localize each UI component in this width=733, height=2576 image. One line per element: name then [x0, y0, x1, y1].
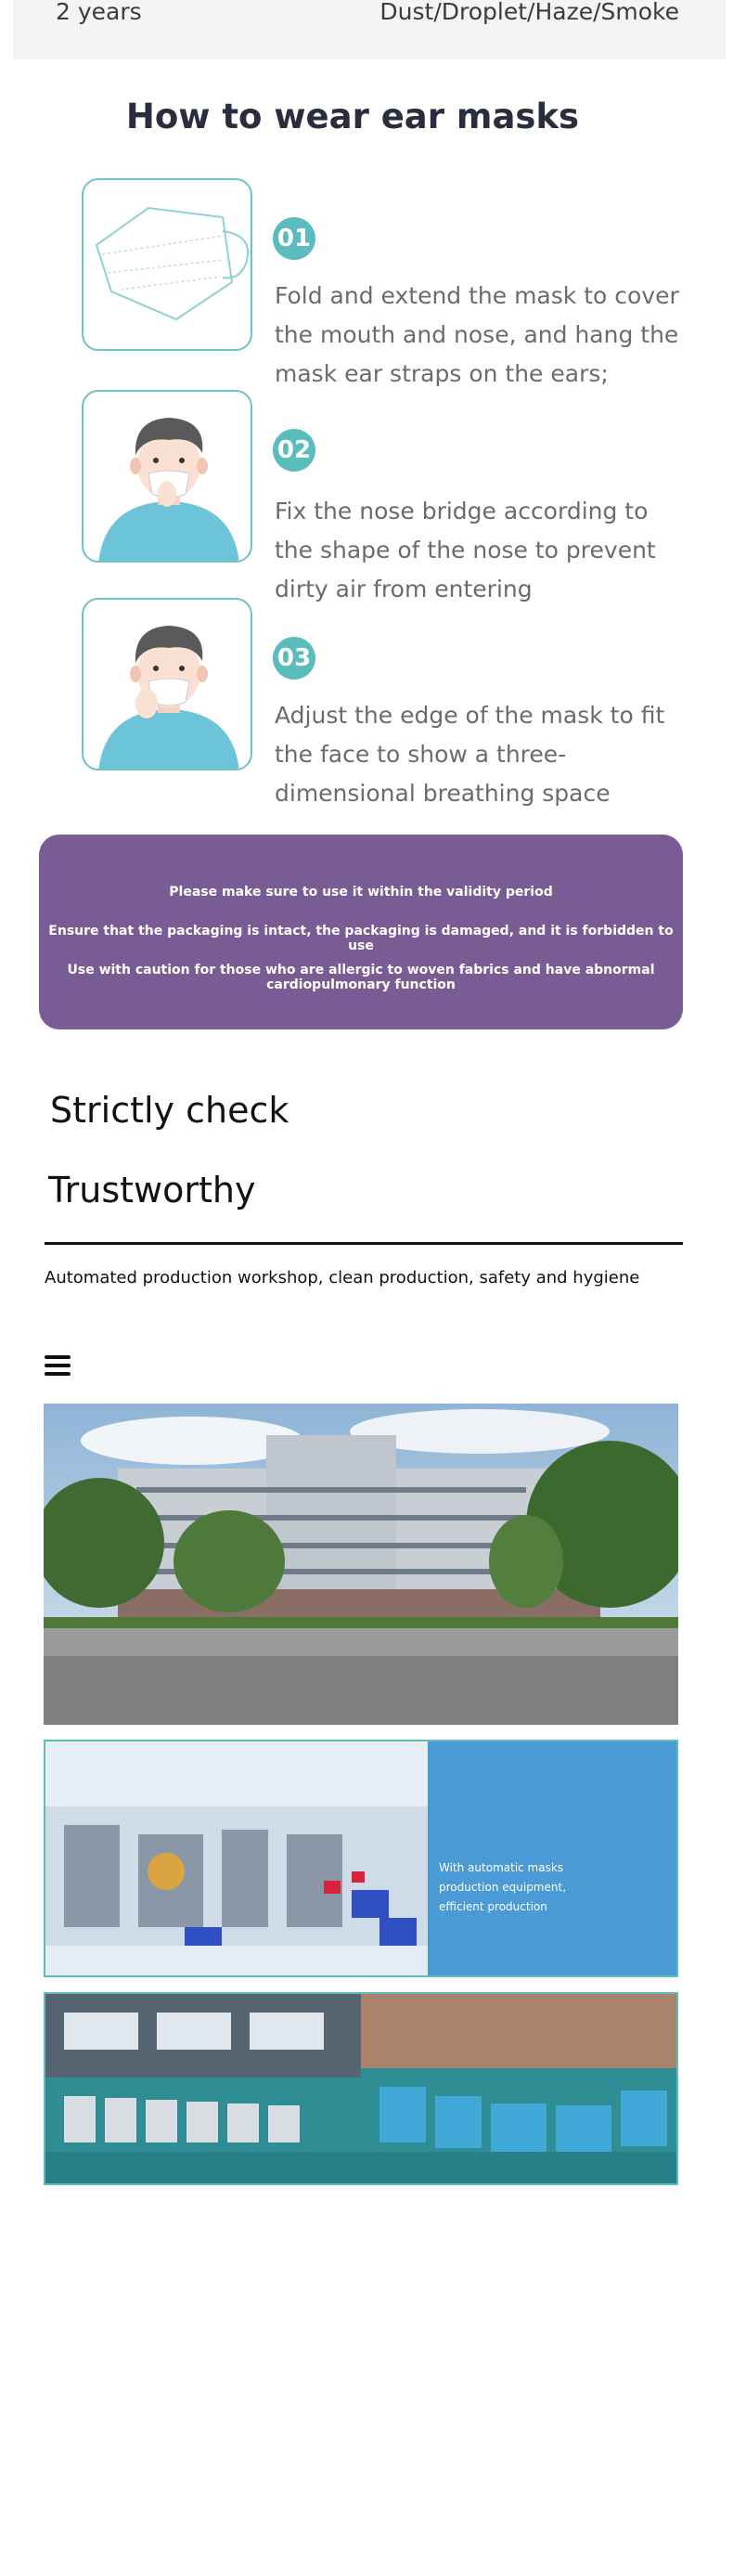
folded-mask-icon	[84, 180, 252, 351]
notice-line-validity: Please make sure to use it within the validity period	[169, 885, 553, 900]
heading-strictly-check: Strictly check	[50, 1090, 289, 1131]
production-subtitle: Automated production workshop, clean production, safety and hygiene	[45, 1268, 640, 1288]
spec-bar	[13, 0, 726, 59]
step-1-illustration	[82, 178, 252, 351]
usage-notice	[39, 835, 683, 1029]
step-3-illustration	[82, 598, 252, 770]
step-3-number: 03	[273, 637, 315, 680]
heading-trustworthy: Trustworthy	[48, 1170, 256, 1210]
warehouse-panel	[44, 1992, 678, 2185]
person-wearing-mask-icon	[84, 392, 252, 563]
validity-value: 2 years	[56, 0, 142, 25]
person-adjusting-mask-icon	[84, 600, 252, 770]
step-1-text: Fold and extend the mask to cover the mouth and nose, and hang the mask ear straps on the ears;	[275, 282, 679, 387]
step-2-number: 02	[273, 429, 315, 472]
production-caption-panel	[428, 1741, 678, 1975]
protection-value: Dust/Droplet/Haze/Smoke	[379, 0, 679, 25]
hamburger-menu-icon[interactable]	[45, 1355, 71, 1376]
production-line-panel	[44, 1740, 678, 1977]
production-caption: With automatic masks production equipment, efficient production	[439, 1861, 567, 1913]
step-3-text: Adjust the edge of the mask to fit the face to show a three-dimensional breathing space	[275, 702, 665, 807]
production-line-photo	[45, 1741, 428, 1975]
step-2-illustration	[82, 390, 252, 563]
step-1-number: 01	[273, 217, 315, 260]
notice-line-allergy: Use with caution for those who are allergic to woven fabrics and have abnormal cardiopulmonary function	[67, 963, 655, 992]
factory-building-photo	[44, 1404, 678, 1725]
step-2-text: Fix the nose bridge according to the shape of the nose to prevent dirty air from entering	[275, 498, 656, 602]
notice-line-packaging: Ensure that the packaging is intact, the packaging is damaged, and it is forbidden to use	[48, 924, 674, 953]
divider	[45, 1242, 683, 1245]
warehouse-photo	[45, 1994, 676, 2183]
section-title: How to wear ear masks	[125, 97, 580, 136]
